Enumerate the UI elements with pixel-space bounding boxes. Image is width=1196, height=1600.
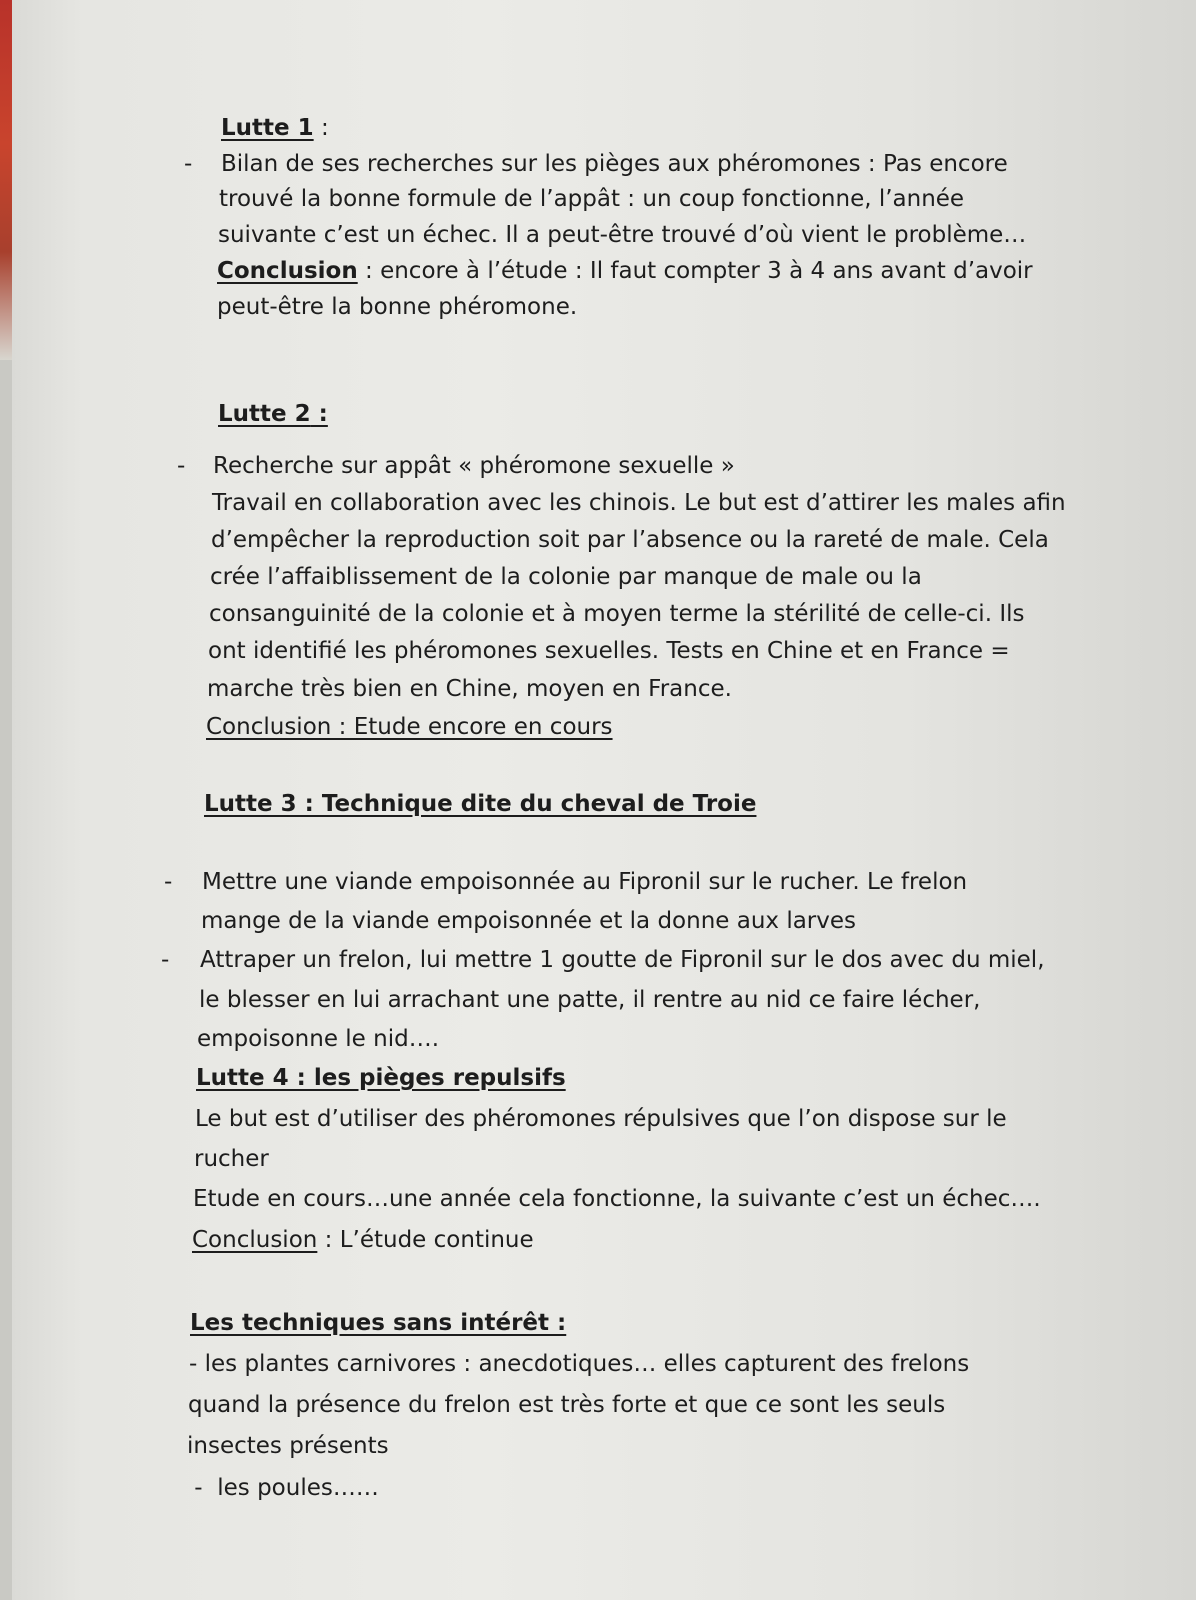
conclusion-text: : encore à l’étude : Il faut compter 3 à 4 ans avant d’avoir bbox=[357, 258, 1033, 284]
bullet-dash: - bbox=[177, 453, 186, 479]
sans-interet-line: quand la présence du frelon est très forte et que ce sont les seuls bbox=[188, 1392, 946, 1418]
conclusion-label: Conclusion bbox=[217, 258, 358, 284]
lutte3-line: mange de la viande empoisonnée et la donne aux larves bbox=[201, 908, 857, 934]
lutte1-line: suivante c’est un échec. Il a peut-être trouvé d’où vient le problème… bbox=[218, 222, 1027, 248]
bullet-dash: - bbox=[164, 869, 173, 895]
lutte2-line: ont identifié les phéromones sexuelles. Tests en Chine et en France = bbox=[208, 638, 1010, 664]
lutte4-line: rucher bbox=[194, 1146, 269, 1172]
lutte2-bullet: Recherche sur appât « phéromone sexuelle » bbox=[213, 453, 735, 479]
lutte1-title: Lutte 1 bbox=[221, 115, 314, 141]
sans-interet-line: - les poules…… bbox=[187, 1475, 379, 1501]
lutte2-line: consanguinité de la colonie et à moyen terme la stérilité de celle-ci. Ils bbox=[209, 601, 1025, 627]
lutte3-title: Lutte 3 : Technique dite du cheval de Troie bbox=[204, 791, 757, 817]
lutte1-line: Bilan de ses recherches sur les pièges aux phéromones : Pas encore bbox=[221, 151, 1008, 177]
sans-interet-line: insectes présents bbox=[187, 1433, 389, 1459]
conclusion-label: Conclusion bbox=[192, 1227, 318, 1253]
lutte3-line: Attraper un frelon, lui mettre 1 goutte de Fipronil sur le dos avec du miel, bbox=[200, 947, 1045, 973]
lutte2-conclusion: Conclusion : Etude encore en cours bbox=[206, 714, 613, 740]
lutte1-heading bbox=[221, 110, 329, 147]
lutte2-heading bbox=[218, 396, 328, 433]
bullet-dash: - bbox=[184, 151, 193, 177]
bullet-dash: - bbox=[161, 947, 170, 973]
lutte2-title: Lutte 2 bbox=[218, 401, 311, 427]
lutte3-line: Mettre une viande empoisonnée au Fipronil sur le rucher. Le frelon bbox=[202, 869, 968, 895]
lutte3-line: empoisonne le nid…. bbox=[197, 1026, 440, 1052]
lutte1-line: trouvé la bonne formule de l’appât : un coup fonctionne, l’année bbox=[219, 186, 965, 212]
lutte4-line: Le but est d’utiliser des phéromones répulsives que l’on dispose sur le bbox=[195, 1106, 1007, 1132]
lutte1-conclusion bbox=[217, 253, 1033, 290]
lutte4-line: Etude en cours…une année cela fonctionne, la suivante c’est un échec…. bbox=[193, 1186, 1041, 1212]
lutte1-colon: : bbox=[313, 115, 329, 141]
lutte2-line: Travail en collaboration avec les chinois. Le but est d’attirer les males afin bbox=[212, 490, 1066, 516]
sans-interet-title: Les techniques sans intérêt : bbox=[190, 1310, 567, 1336]
lutte4-conclusion bbox=[192, 1222, 534, 1259]
lutte2-colon: : bbox=[310, 401, 328, 427]
lutte3-line: le blesser en lui arrachant une patte, il rentre au nid ce faire lécher, bbox=[199, 987, 981, 1013]
lutte2-line: marche très bien en Chine, moyen en France. bbox=[207, 676, 732, 702]
sans-interet-line: - les plantes carnivores : anecdotiques… elles capturent des frelons bbox=[189, 1351, 970, 1377]
lutte4-title: Lutte 4 : les pièges repulsifs bbox=[196, 1065, 566, 1091]
lutte2-line: d’empêcher la reproduction soit par l’absence ou la rareté de male. Cela bbox=[211, 527, 1049, 553]
conclusion-text: : L’étude continue bbox=[317, 1227, 534, 1253]
lutte2-line: crée l’affaiblissement de la colonie par manque de male ou la bbox=[210, 564, 922, 590]
lutte1-conclusion-line2: peut-être la bonne phéromone. bbox=[217, 294, 578, 320]
